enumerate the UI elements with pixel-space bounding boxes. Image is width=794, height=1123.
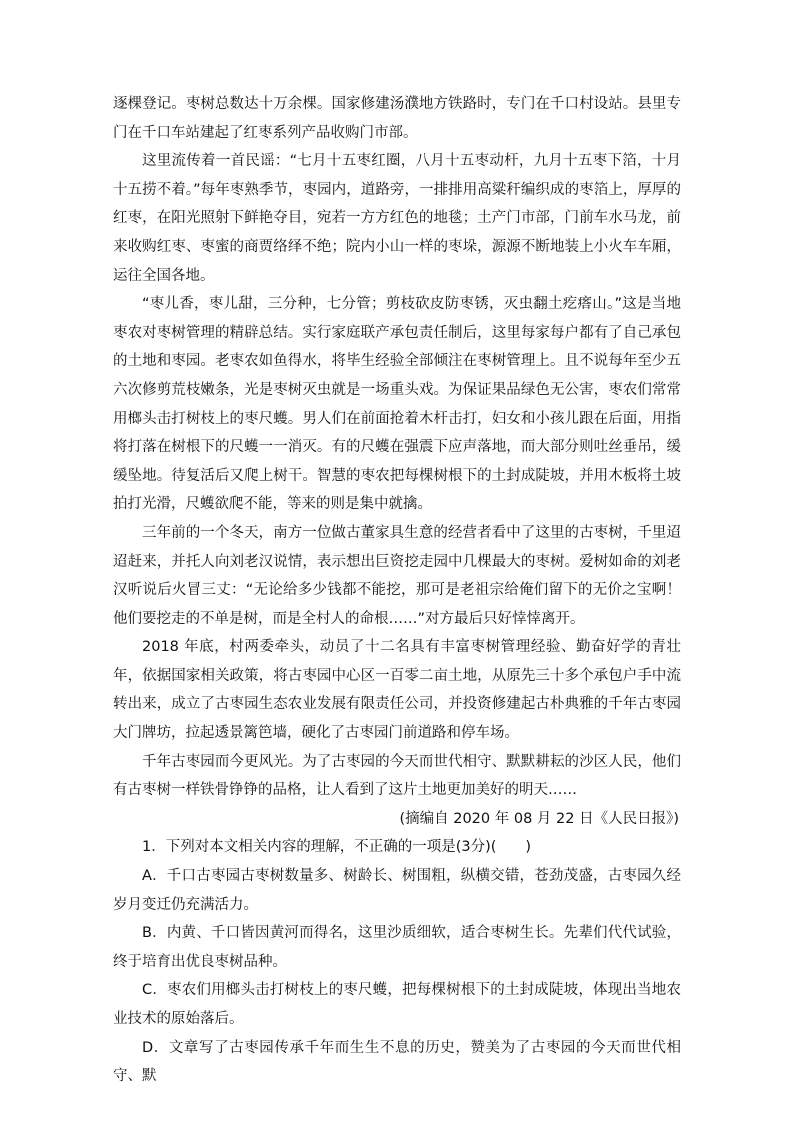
- option-b: B．内黄、千口皆因黄河而得名，这里沙质细软，适合枣树生长。先辈们代代试验，终于培育出优良枣树品种。: [113, 925, 681, 970]
- article-paragraph-5: 千年古枣园而今更风光。为了古枣园的今天而世代相守、默默耕耘的沙区人民，他们有古枣树一样铁骨铮铮的品格，让人看到了这片土地更加美好的明天……: [113, 753, 681, 799]
- question-stem: 1．下列对本文相关内容的理解，不正确的一项是(3分)( ): [142, 839, 532, 856]
- article-paragraph-2: “枣儿香，枣儿甜，三分种，七分管；剪枝砍皮防枣锈，灭虫翻土疙瘩山。”这是当地枣农对枣树管理的精辟总结。实行家庭联产承包责任制后，这里每家每户都有了自己承包的土地和枣园。老枣农如鱼得水，将毕生经验全部倾注在枣树管理上。且不说每年至少五六次修剪荒枝嫩条，光是枣树灭虫就是一场重头戏。为保证果品绿色无公害，枣农们常常用榔头击打树枝上的枣尺蠖。男人们在前面抢着木杆击打，妇女和小孩儿跟在后面，用指将打落在树根下的尺蠖一一消灭。有的尺蠖在强震下应声落地，而大部分则吐丝垂吊，缓缓坠地。待复活后又爬上树干。智慧的枣农把每棵树根下的土封成陡坡，并用木板将土坡拍打光滑，尺蠖欲爬不能，等来的则是集中就擒。: [113, 296, 681, 513]
- article-paragraph-1: 这里流传着一首民谣：“七月十五枣红圈，八月十五枣动杆，九月十五枣下箔，十月十五捞不着。”每年枣熟季节，枣园内，道路旁，一排排用高粱秆编织成的枣箔上，厚厚的红枣，在阳光照射下鲜艳夺目，宛若一方方红色的地毯；土产门市部，门前车水马龙，前来收购红枣、枣蜜的商贾络绎不绝；院内小山一样的枣垛，源源不断地装上小火车车厢，运往全国各地。: [113, 153, 681, 284]
- article-paragraph-3: 三年前的一个冬天，南方一位做古董家具生意的经营者看中了这里的古枣树，千里迢迢赶来，并托人向刘老汉说情，表示想出巨资挖走园中几棵最大的枣树。爱树如命的刘老汉听说后火冒三丈：“无论给多少钱都不能挖，那可是老祖宗给俺们留下的无价之宝啊！他们要挖走的不单是树，而是全村人的命根……”对方最后只好悻悻离开。: [113, 524, 681, 627]
- option-a: A．千口古枣园古枣树数量多、树龄长、树围粗，纵横交错，苍劲茂盛，古枣园久经岁月变迁仍充满活力。: [113, 868, 681, 913]
- article-source: (摘编自 2020 年 08 月 22 日《人民日报》): [399, 810, 679, 827]
- article-paragraph-0: 逐棵登记。枣树总数达十万余棵。国家修建汤濮地方铁路时，专门在千口村设站。县里专门在千口车站建起了红枣系列产品收购门市部。: [113, 96, 681, 141]
- article-paragraph-4: 2018 年底，村两委牵头，动员了十二名具有丰富枣树管理经验、勤奋好学的青壮年，依据国家相关政策，将古枣园中心区一百零二亩土地，从原先三十多个承包户手中流转出来，成立了古枣园生态农业发展有限责任公司，并投资修建起古朴典雅的千年古枣园大门牌坊，拉起透景篱笆墙，硬化了古枣园门前道路和停车场。: [113, 639, 681, 742]
- option-c: C．枣农们用榔头击打树枝上的枣尺蠖，把每棵树根下的土封成陡坡，体现出当地农业技术的原始落后。: [113, 982, 681, 1027]
- option-d: D．文章写了古枣园传承千年而生生不息的历史，赞美为了古枣园的今天而世代相守、默: [113, 1039, 681, 1085]
